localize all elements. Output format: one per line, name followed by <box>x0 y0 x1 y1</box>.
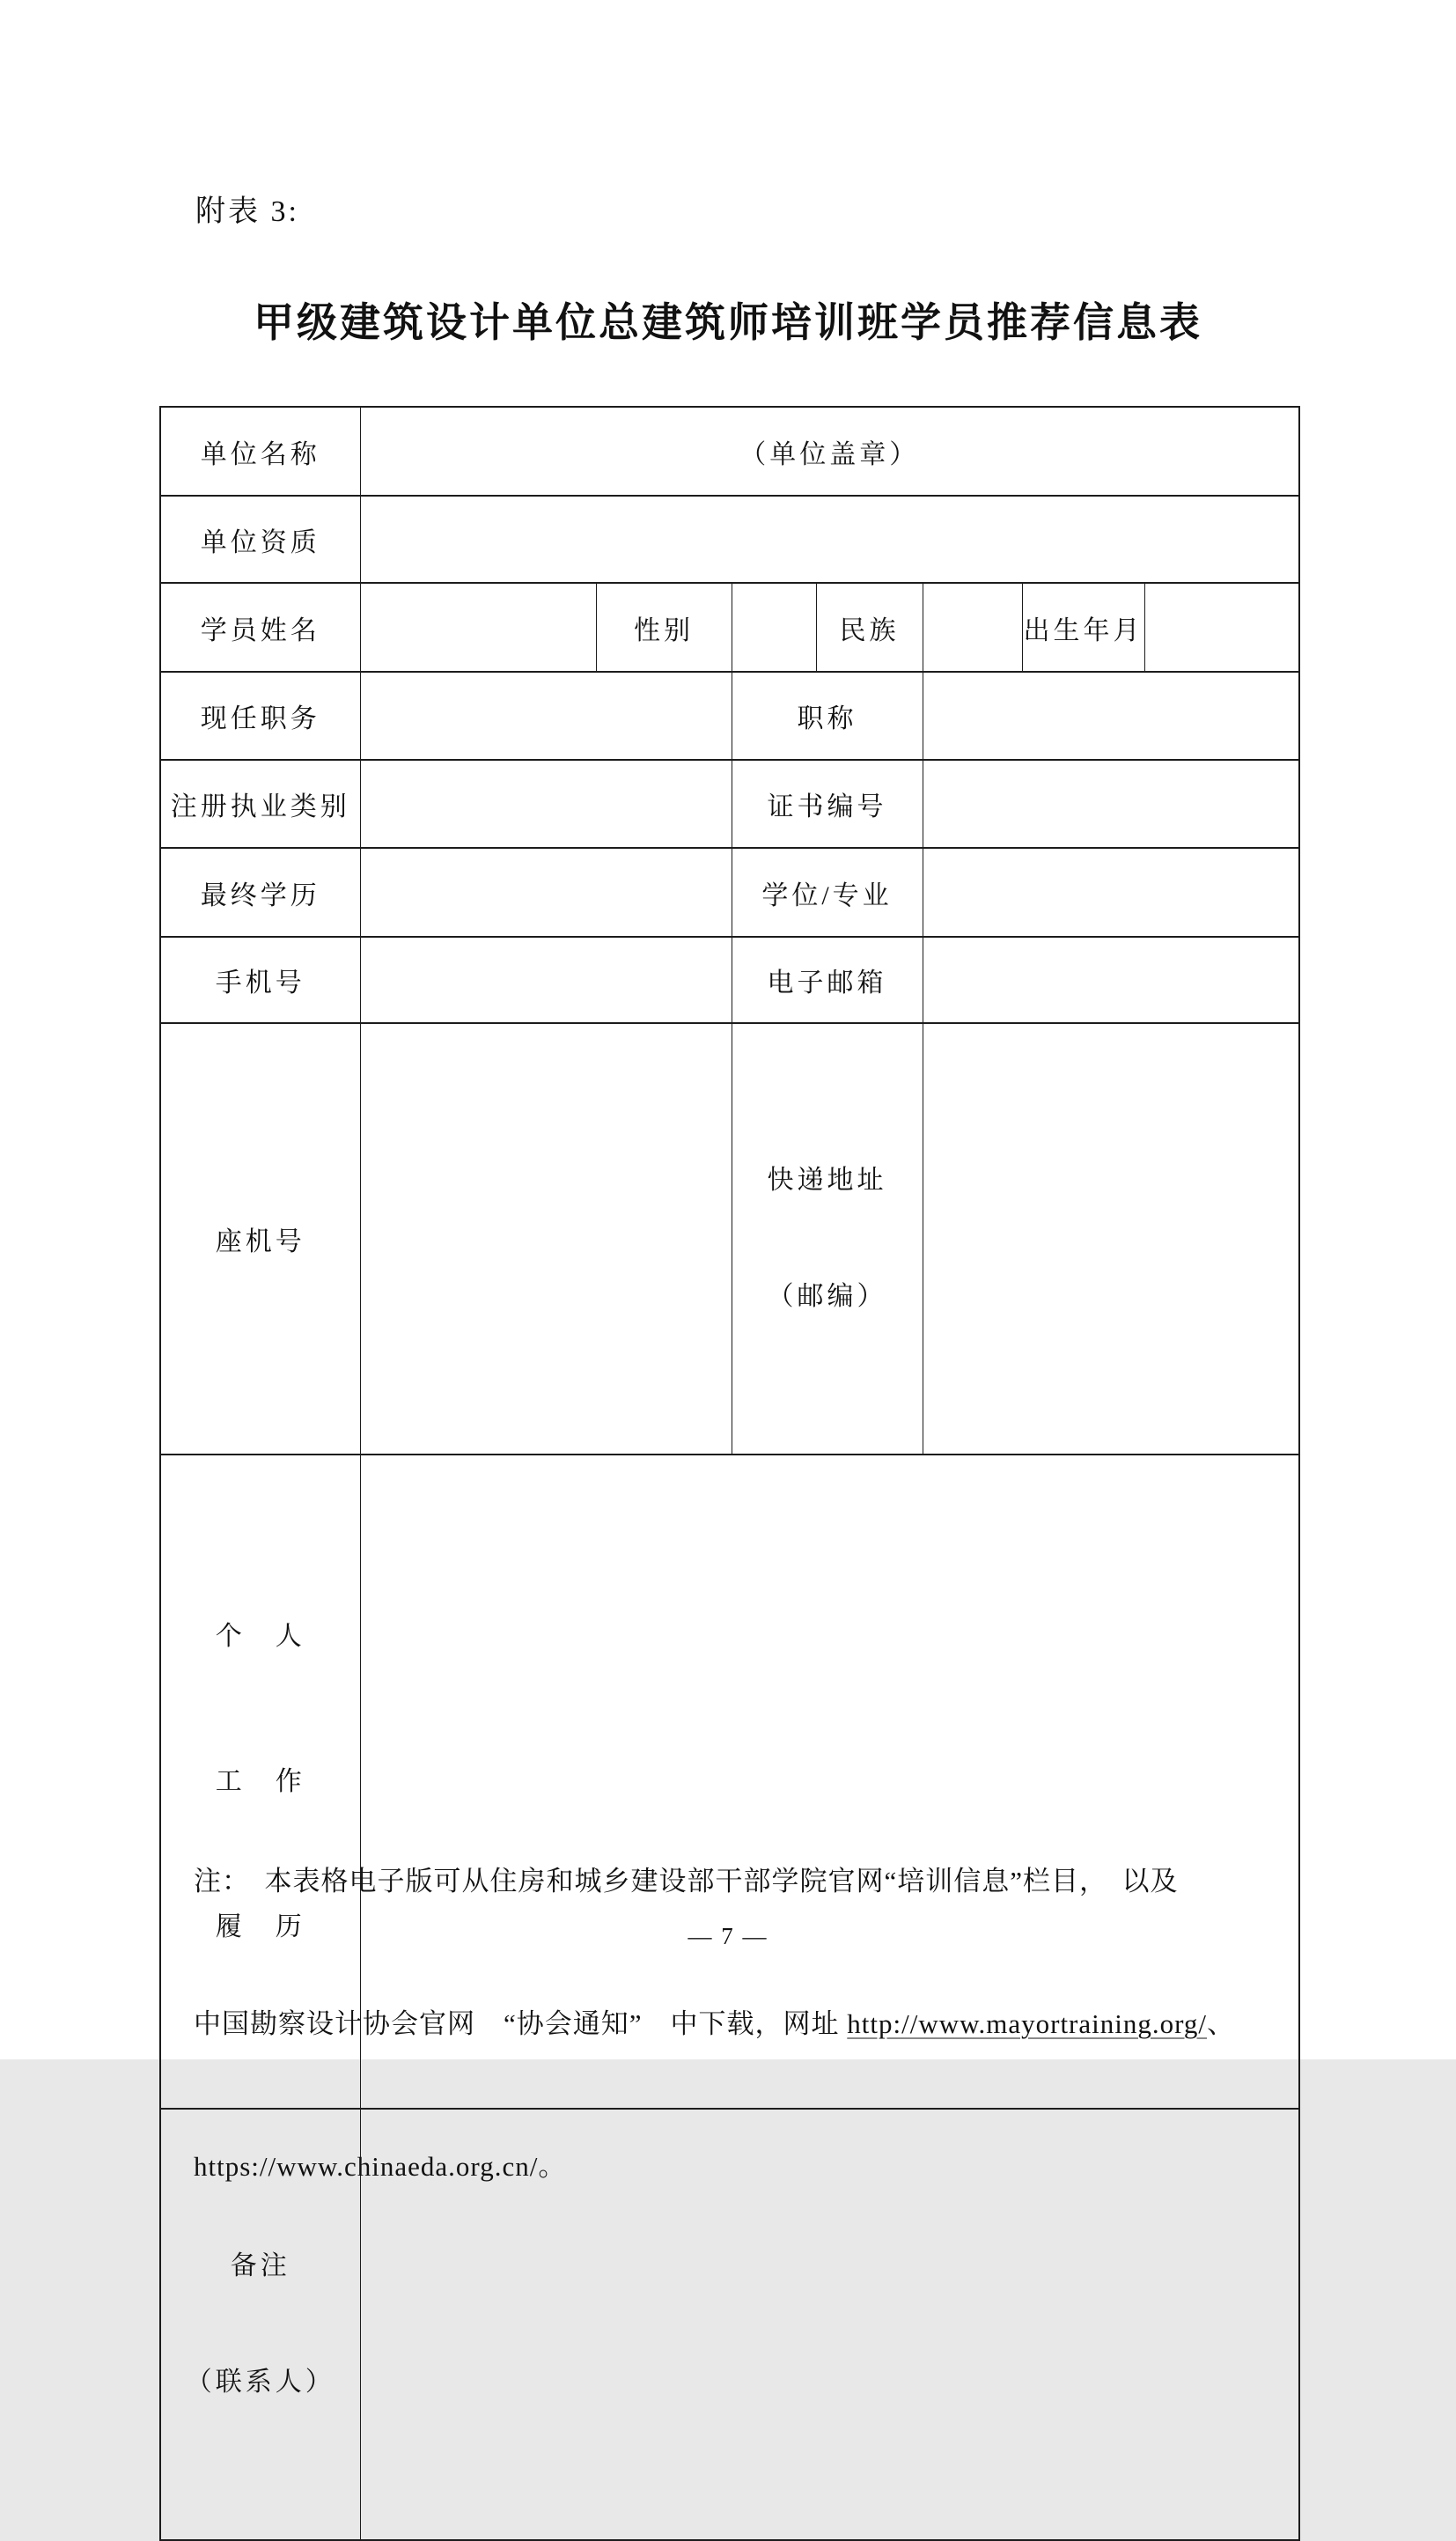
row-unit-qualification <box>160 496 1299 583</box>
final-education-label: 最终学历 <box>160 848 360 937</box>
page-title: 甲级建筑设计单位总建筑师培训班学员推荐信息表 <box>254 299 1202 345</box>
footnote <box>194 1763 1303 2286</box>
ethnicity-label: 民族 <box>816 583 923 672</box>
footnote-line1: 注： 本表格电子版可从住房和城乡建设部干部学院官网“培训信息”栏目， 以及 <box>194 1866 1179 1897</box>
delivery-address-label <box>732 1023 923 1455</box>
student-name-value-cell <box>360 583 596 672</box>
delivery-address-value-cell <box>923 1023 1299 1455</box>
footnote-line2-tail: 、 <box>1207 2008 1235 2039</box>
footnote-line3 <box>194 2143 1303 2191</box>
email-value-cell <box>923 937 1299 1023</box>
current-position-value-cell <box>360 672 732 760</box>
remarks-label-line2: （联系人） <box>185 2368 335 2397</box>
student-name-label: 学员姓名 <box>160 583 360 672</box>
professional-title-label: 职称 <box>732 672 923 760</box>
appendix-label: 附表 3: <box>195 195 299 228</box>
email-label: 电子邮箱 <box>732 937 923 1023</box>
current-position-label: 现任职务 <box>160 672 360 760</box>
landline-number-label: 座机号 <box>160 1023 360 1455</box>
chinaeda-url-link[interactable]: https://www.chinaeda.org.cn/ <box>194 2151 539 2182</box>
row-student-basic <box>160 583 1299 672</box>
row-registration <box>160 760 1299 848</box>
personal-resume-label-line2: 工 作 <box>215 1767 305 1796</box>
remarks-label-line1: 备注 <box>230 2251 290 2280</box>
row-position <box>160 672 1299 760</box>
gender-label: 性别 <box>596 583 732 672</box>
landline-number-value-cell <box>360 1023 732 1455</box>
footnote-line2-text: 中国勘察设计协会官网 “协会通知” 中下载，网址 <box>194 2008 848 2039</box>
final-education-value-cell <box>360 848 732 937</box>
degree-major-label: 学位/专业 <box>732 848 923 937</box>
birth-date-label: 出生年月 <box>1022 583 1144 672</box>
certificate-number-value-cell <box>923 760 1299 848</box>
delivery-address-label-line1: 快递地址 <box>767 1166 887 1195</box>
professional-title-value-cell <box>923 672 1299 760</box>
row-landline <box>160 1023 1299 1455</box>
unit-name-value-cell: （单位盖章） <box>360 407 1299 496</box>
footnote-line2 <box>194 2000 1303 2048</box>
page-number: — 7 — <box>688 1923 768 1949</box>
birth-date-value-cell <box>1144 583 1299 672</box>
unit-name-label: 单位名称 <box>160 407 360 496</box>
registration-type-value-cell <box>360 760 732 848</box>
mayortraining-url-link[interactable]: http://www.mayortraining.org/ <box>847 2008 1207 2039</box>
unit-qualification-value-cell <box>360 496 1299 583</box>
mobile-number-value-cell <box>360 937 732 1023</box>
personal-resume-label-line1: 个 人 <box>215 1622 305 1651</box>
mobile-number-label: 手机号 <box>160 937 360 1023</box>
personal-resume-label-line3: 履 历 <box>215 1912 305 1941</box>
certificate-number-label: 证书编号 <box>732 760 923 848</box>
row-mobile <box>160 937 1299 1023</box>
row-education <box>160 848 1299 937</box>
delivery-address-label-line2: （邮编） <box>767 1282 887 1311</box>
degree-major-value-cell <box>923 848 1299 937</box>
footnote-line3-tail: 。 <box>538 2151 567 2182</box>
gender-value-cell <box>732 583 816 672</box>
row-unit-name <box>160 407 1299 496</box>
ethnicity-value-cell <box>923 583 1022 672</box>
unit-qualification-label: 单位资质 <box>160 496 360 583</box>
registration-type-label: 注册执业类别 <box>160 760 360 848</box>
